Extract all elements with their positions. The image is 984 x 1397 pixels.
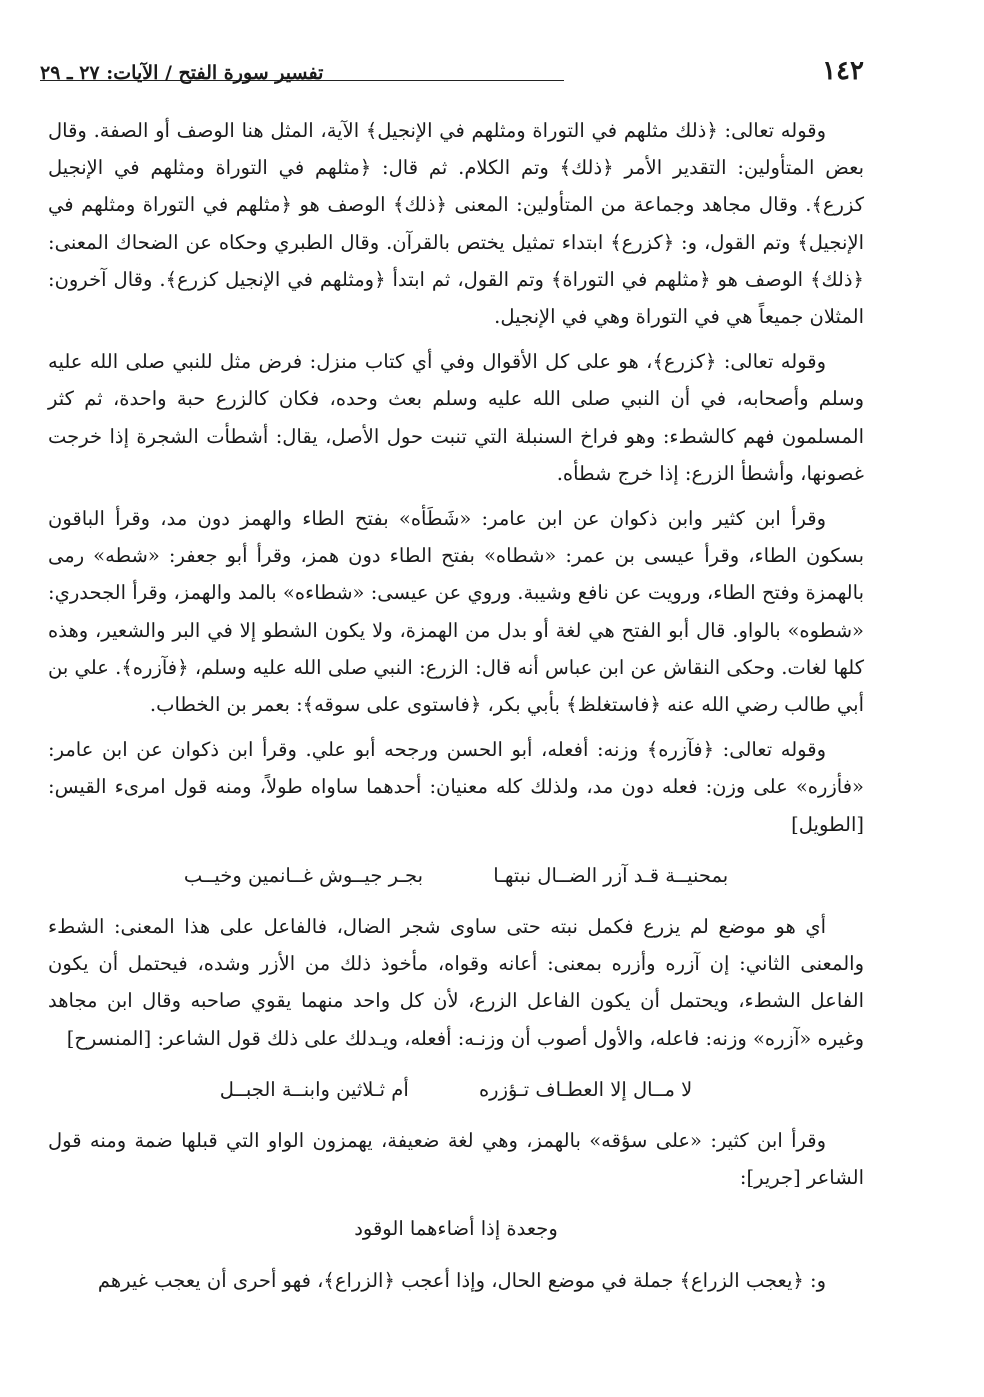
verse-1-second-hemistich: بجـر جيــوش غــانمين وخيــب bbox=[183, 863, 424, 887]
paragraph-6: وقرأ ابن كثير: «على سؤقه» بالهمز، وهي لغة ضعيفة، يهمزون الواو التي قبلها ضمة ومنه قول الشاعر [جرير]: bbox=[48, 1129, 864, 1190]
paragraph-1: وقوله تعالى: ﴿ذلك مثلهم في التوراة ومثلهم في الإنجيل﴾ الآية، المثل هنا الوصف أو الصفة. وقال بعض المتأولين: التقدير الأمر ﴿ذلك﴾ وتم الكلام. ثم قال: ﴿مثلهم في التوراة ومثلهم في الإنجيل كزرع﴾. وقال مجاهد وجماعة من المتأولين: المعنى ﴿ذلك﴾ الوصف هو ﴿مثلهم في التوراة ومثلهم في الإنجيل﴾ وتم القول، و: ﴿كزرع﴾ ابتداء تمثيل يختص بالقرآن. وقال الطبري وحكاه عن الضحاك المعنى: ﴿ذلك﴾ الوصف هو ﴿مثلهم في التوراة﴾ وتم القول، ثم ابتدأ ﴿ومثلهم في الإنجيل كزرع﴾. وقال آخرون: المثلان جميعاً هي في التوراة وهي في الإنجيل. bbox=[48, 119, 864, 329]
verse-2-second-hemistich: أم ثـلاثين وابنــة الجبــل bbox=[219, 1077, 409, 1101]
page-body bbox=[48, 112, 864, 1299]
paragraph-5: أي هو موضع لم يزرع فكمل نبته حتى ساوى شجر الضال، فالفاعل على هذا المعنى: الشطء والمعنى الثاني: إن آزره وأزره بمعنى: أعانه وقواه، مأخوذ ذلك من الأزر وشده، فيحتمل أن يكون الفاعل الشطء، ويحتمل أن يكون الفاعل الزرع، لأن كل واحد منهما يقوي صاحبه وقال ابن مجاهد وغيره «آزره» وزنه: فاعله، والأول أصوب أن وزنـه: أفعله، ويـدلك على ذلك قول الشاعر: [المنسرح] bbox=[48, 915, 864, 1050]
page-number: ١٤٢ bbox=[822, 56, 864, 86]
paragraph-2: وقوله تعالى: ﴿كزرع﴾، هو على كل الأقوال وفي أي كتاب منزل: فرض مثل للنبي صلى الله عليه وسلم وأصحابه، في أن النبي صلى الله عليه وسلم بعث وحده، فكان كالزرع حبة واحدة، ثم كثر المسلمون فهم كالشطء: وهو فراخ السنبلة التي تنبت حول الأصل، يقال: أشطأت الشجرة إذا خرجت غصونها، وأشطأ الزرع: إذا خرج شطأه. bbox=[48, 350, 864, 485]
header-title: تفسير سورة الفتح / الآيات: ٢٧ ـ ٢٩ bbox=[40, 62, 324, 84]
paragraph-3: وقرأ ابن كثير وابن ذكوان عن ابن عامر: «شَطَأه» بفتح الطاء والهمز دون مد، وقرأ الباقون بسكون الطاء، وقرأ عيسى بن عمر: «شطاه» بفتح الطاء دون همز، وقرأ أبو جعفر: «شطه» رمى بالهمزة وفتح الطاء، ورويت عن نافع وشيبة. وروي عن عيسى: «شطاءه» بالمد والهمز، وقرأ الجحدري: «شطوه» بالواو. قال أبو الفتح هي لغة أو بدل من الهمزة، ولا يكون الشطو إلا في البر والشعير، وهذه كلها لغات. وحكى النقاش عن ابن عباس أنه قال: الزرع: النبي صلى الله عليه وسلم، ﴿فآزره﴾. علي بن أبي طالب رضي الله عنه ﴿فاستغلظ﴾ بأبي بكر، ﴿فاستوى على سوقه﴾: بعمر بن الخطاب. bbox=[48, 507, 864, 717]
paragraph-7: و: ﴿يعجب الزراع﴾ جملة في موضع الحال، وإذا أعجب ﴿الزراع﴾، فهو أحرى أن يعجب غيرهم bbox=[97, 1268, 826, 1292]
paragraph-4: وقوله تعالى: ﴿فآزره﴾ وزنه: أفعله، أبو الحسن ورجحه أبو علي. وقرأ ابن ذكوان عن ابن عامر: «فأزره» على وزن: فعله دون مد، ولذلك كله معنيان: أحدهما ساواه طولاً، ومنه قول امرىء القيس: [الطويل] bbox=[48, 738, 864, 836]
poetry-verse-2 bbox=[48, 1071, 864, 1108]
verse-1-first-hemistich: بمحنيــة قـد آزر الضــال نبتهـا bbox=[493, 863, 729, 887]
running-header bbox=[40, 62, 864, 88]
poetry-verse-3: وجعدة إذا أضاءهما الوقود bbox=[354, 1217, 558, 1241]
poetry-verse-1 bbox=[48, 857, 864, 894]
verse-2-first-hemistich: لا مــال إلا العطـاف تـؤزره bbox=[478, 1077, 693, 1101]
